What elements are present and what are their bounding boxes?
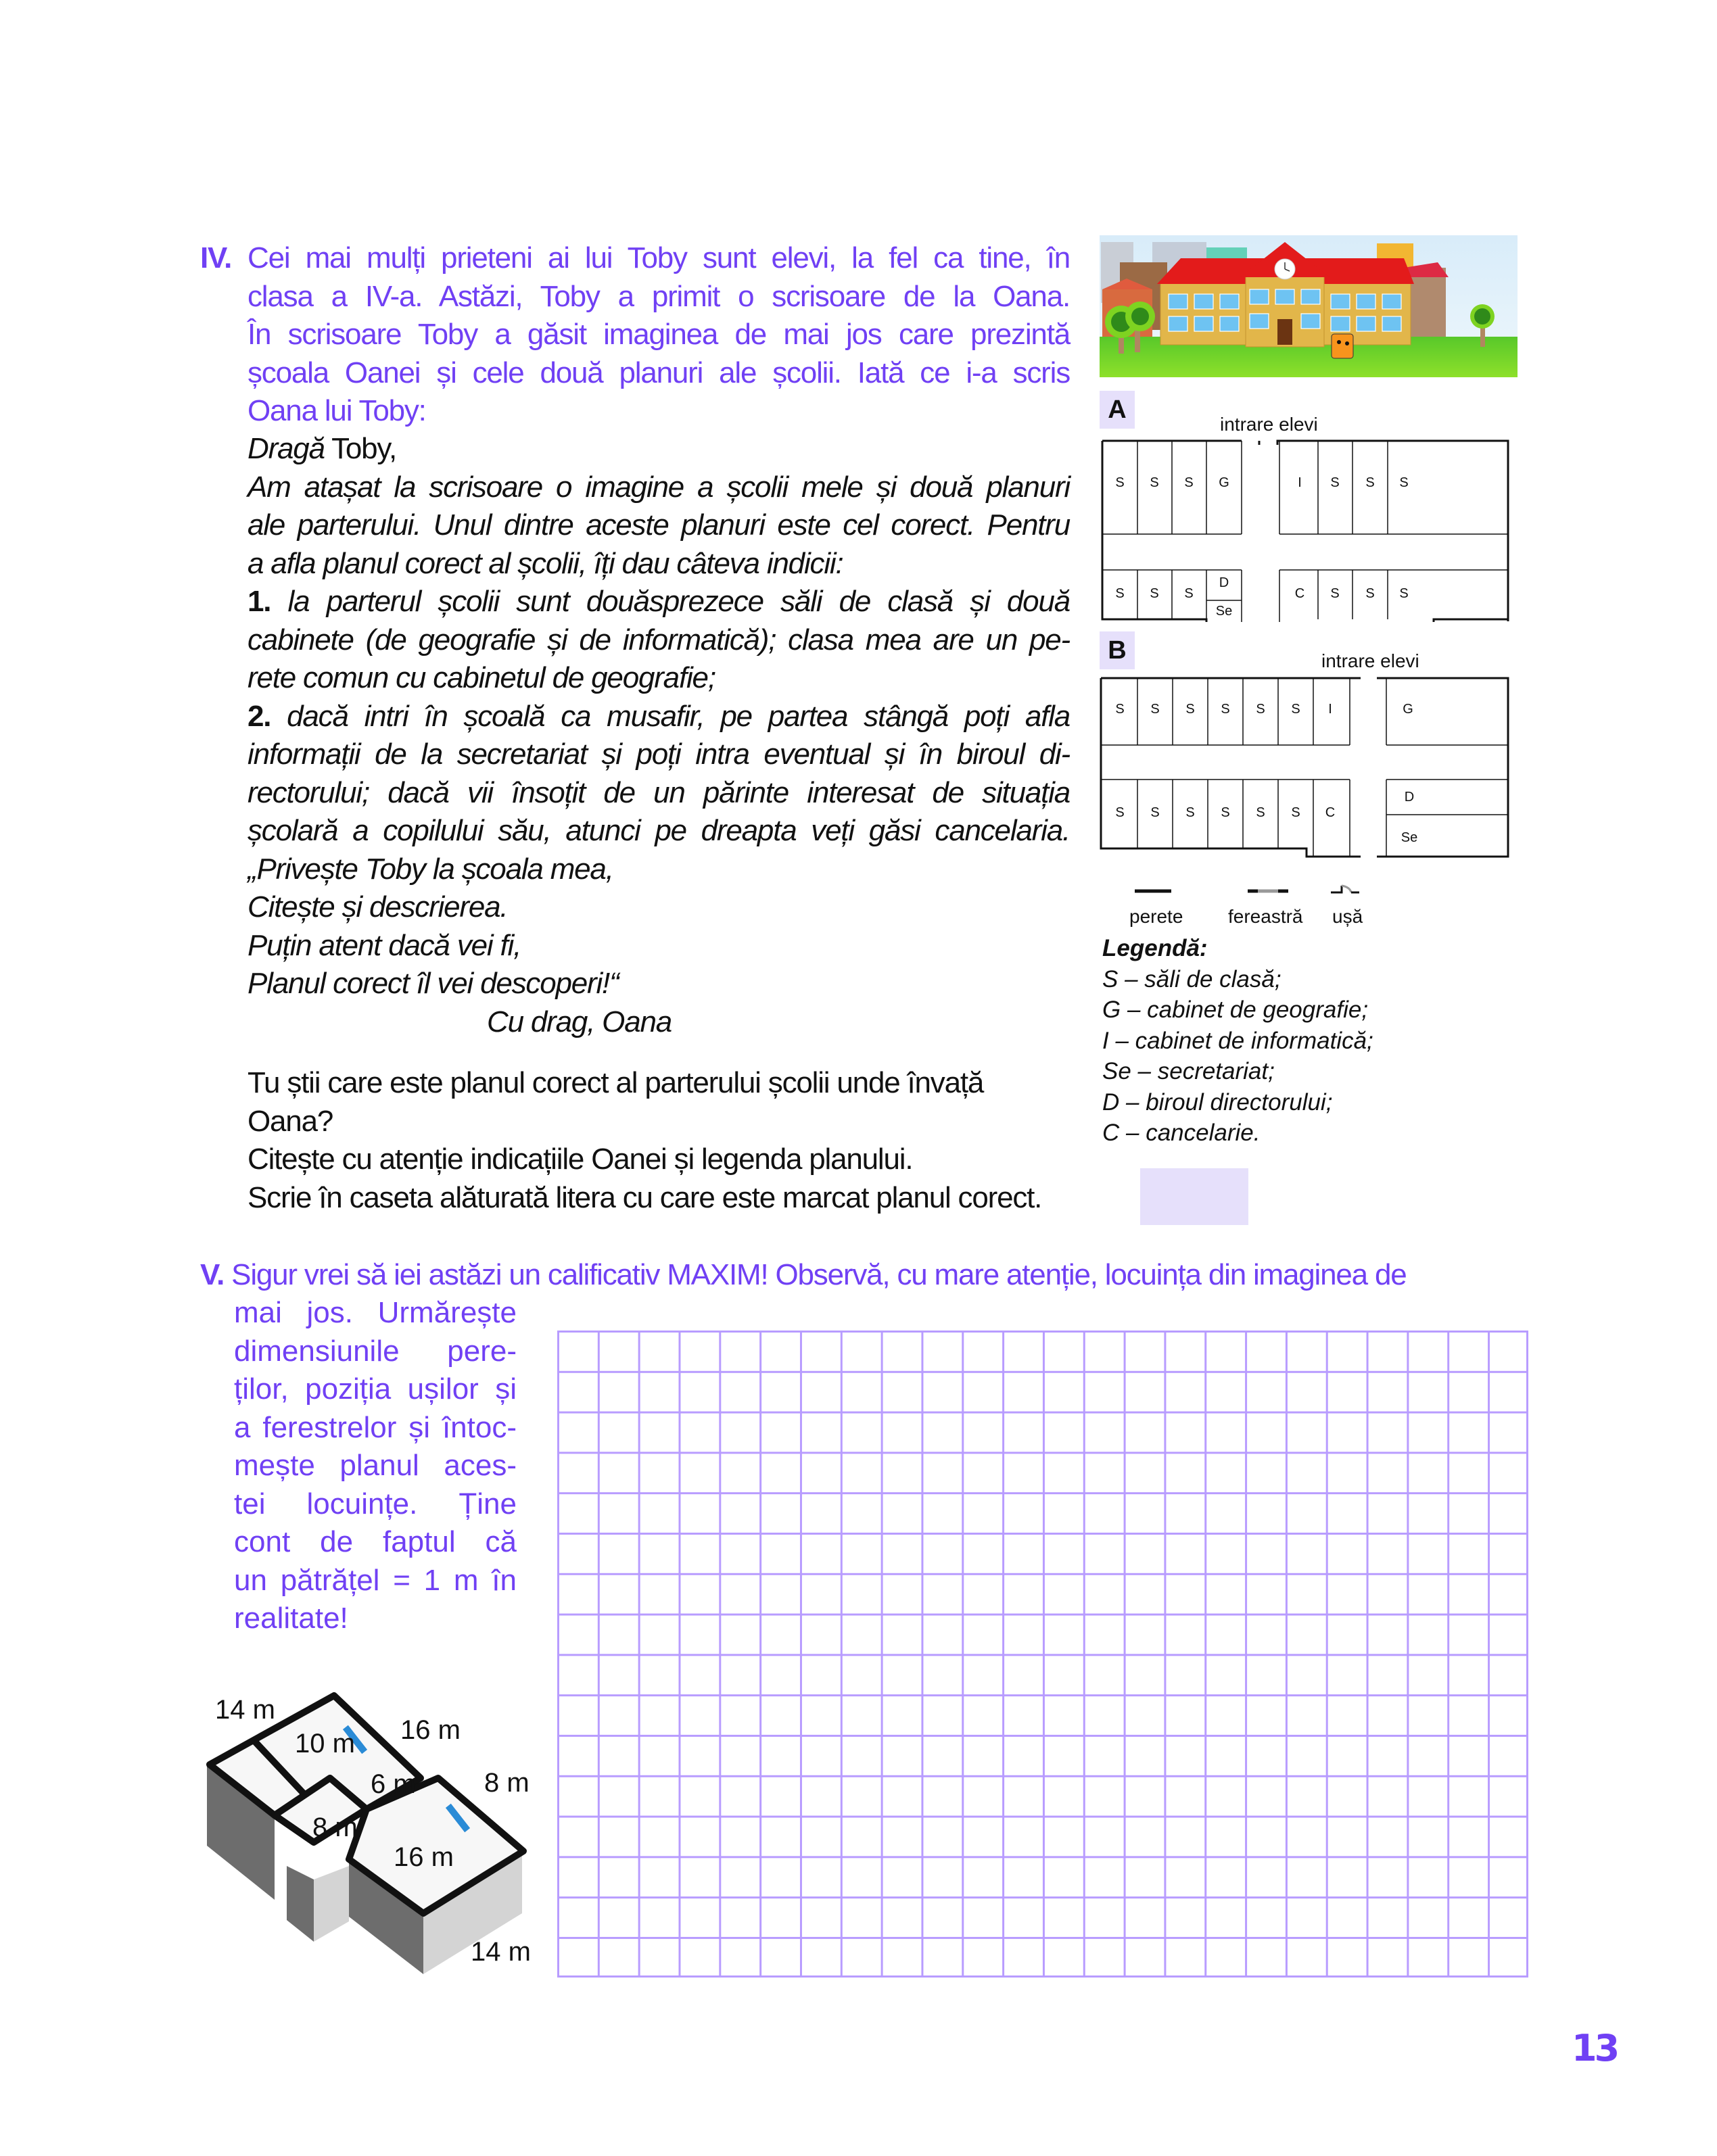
exercise-number-v: V. [200,1258,225,1291]
floor-plan-b [1100,673,1512,862]
legend [1102,933,1373,1149]
instruction-line: dimensiunile pere- [234,1334,517,1368]
letter-line: informații de la secretariat și poți intra eventual și în biroul di- [248,738,1070,771]
instruction-line: a ferestrelor și întoc- [234,1410,517,1444]
window-symbol-label: fereastră [1228,906,1303,927]
exercise-number-iv: IV. [200,241,232,274]
room-label: G [1219,475,1229,490]
question-line: Tu știi care este planul corect al parterului școlii unde învață [248,1066,984,1099]
letter-greeting [248,430,1070,469]
dimension-label: 16 m [400,1715,461,1745]
exercise-iv-question [248,1064,1127,1217]
room-label: S [1150,586,1159,601]
poem-line: Citește și descrierea. [248,890,508,924]
letter-line: Am atașat la scrisoare o imagine a școlii mele și două planuri [248,470,1070,504]
poem-line: Puțin atent dacă vei fi, [248,928,521,962]
exercise-v-header [200,1256,1526,1295]
room-label: S [1256,805,1265,820]
dimension-label: 8 m [484,1768,530,1798]
plan-a-tag: A [1100,391,1135,429]
dimension-label: 16 m [394,1842,454,1872]
house-illustration [200,1677,565,1974]
greeting-word: Dragă [248,432,325,465]
room-label: S [1115,702,1125,717]
school-illustration [1100,235,1518,377]
plan-b-tag: B [1100,631,1135,669]
page-number: 13 [1572,2027,1618,2069]
instruction-line: cont de faptul că [234,1525,517,1558]
clue-1 [248,583,1070,621]
room-label: Se [1401,830,1418,845]
exercise-iv-intro [248,239,1070,431]
dimension-label: 14 m [215,1695,275,1725]
room-label: S [1221,702,1230,717]
intro-line: În scrisoare Toby a găsit imaginea de mai jos care prezintă [248,318,1070,351]
room-label: S [1365,586,1375,601]
question-line: Citește cu atenție indicațiile Oanei și legenda planului. [248,1143,913,1176]
question-line: Scrie în caseta alăturată litera cu care este marcat planul corect. [248,1180,1042,1214]
instruction-line: realitate! [234,1602,348,1635]
plan-a-entrance-label: intrare elevi [1220,414,1318,435]
room-label: S [1150,475,1159,490]
dimension-label: 10 m [295,1729,355,1758]
poem-line: Planul corect îl vei descoperi!“ [248,967,619,1000]
poem-line: „Privește Toby la școala mea, [248,852,613,886]
room-label: S [1184,586,1194,601]
room-label: S [1185,702,1195,717]
room-label: S [1115,475,1125,490]
clue-number: 1. [248,585,271,618]
instruction-line: mește planul aces- [234,1449,517,1482]
plan-b-entrance-label: intrare elevi [1321,650,1419,671]
room-label: S [1330,475,1340,490]
room-label: D [1219,575,1229,590]
plan-symbols-key [1129,883,1413,930]
floor-plan-a [1100,433,1512,622]
letter-signature: Cu drag, Oana [487,1005,672,1038]
wall-symbol-label: perete [1129,906,1183,927]
room-label: S [1365,475,1375,490]
room-label: S [1330,586,1340,601]
school-sign-icon [1332,334,1353,358]
legend-item: I – cabinet de informatică; [1102,1027,1373,1054]
door-symbol-icon [1331,886,1359,892]
letter-line: a afla planul corect al școlii, îți dau câteva indicii: [248,546,843,580]
room-label: Se [1215,604,1233,619]
legend-item: Se – secretariat; [1102,1058,1275,1084]
dimension-label: 14 m [471,1937,531,1967]
room-label: S [1150,805,1160,820]
room-label: S [1150,702,1160,717]
intro-line: școala Oanei și cele două planuri ale școlii. Iată ce i-a scris [248,356,1070,389]
question-line: Oana? [248,1104,333,1138]
letter-line: rete comun cu cabinetul de geografie; [248,661,715,694]
room-label: S [1399,475,1409,490]
room-label: S [1399,586,1409,601]
clue-number: 2. [248,699,271,733]
legend-title: Legendă: [1102,935,1208,961]
room-label: S [1185,805,1195,820]
intro-line: Cei mai mulți prieteni ai lui Toby sunt elevi, la fel ca tine, în [248,241,1070,274]
dimension-label: 6 m [371,1769,416,1799]
intro-line: clasa a IV-a. Astăzi, Toby a primit o scrisoare de la Oana. [248,279,1070,313]
clue-text: la parterul școlii sunt douăsprezece săli de clasă și două [271,585,1070,618]
legend-item: D – biroul directorului; [1102,1088,1333,1116]
legend-item: S – săli de clasă; [1102,965,1281,992]
greeting-name: Toby, [324,432,396,465]
room-label: C [1325,805,1336,820]
room-label: S [1291,805,1300,820]
exercise-v-instructions [234,1294,517,1638]
legend-item: G – cabinet de geografie; [1102,997,1369,1023]
instruction-line: mai jos. Urmărește [234,1296,517,1329]
room-label: I [1328,702,1332,717]
drawing-grid[interactable] [557,1331,1528,1978]
house-3d-icon [200,1677,565,1974]
room-label: I [1298,475,1302,490]
exercise-v-prompt: Sigur vrei să iei astăzi un calificativ MAXIM! Observă, cu mare atenție, locuința din imaginea de [231,1258,1407,1291]
dimension-label: 8 m [312,1813,358,1842]
room-label: S [1184,475,1194,490]
room-label: G [1403,702,1413,717]
instruction-line: ților, poziția ușilor și [234,1372,517,1406]
instruction-line: un pătrățel = 1 m în [234,1563,517,1597]
instruction-line: tei locuințe. Ține [234,1487,517,1520]
letter-line: rectorului; dacă vii însoțit de un părinte interesat de situația [248,775,1070,809]
room-label: S [1115,805,1125,820]
clue-2 [248,698,1070,736]
intro-line: Oana lui Toby: [248,394,426,427]
clue-text: dacă intri în școală ca musafir, pe partea stângă poți afla [271,699,1070,733]
answer-box[interactable] [1140,1168,1248,1225]
room-label: S [1115,586,1125,601]
letter-line: școlară a copilului său, atunci pe dreapta veți găsi cancelaria. [248,814,1070,847]
room-label: S [1221,805,1230,820]
letter-line: ale parterului. Unul dintre aceste planuri este cel corect. Pentru [248,508,1070,542]
door-symbol-label: ușă [1332,906,1363,927]
letter-from-oana [248,430,1070,1041]
room-label: C [1294,586,1305,601]
legend-item: C – cancelarie. [1102,1120,1261,1146]
letter-line: cabinete (de geografie și de informatică); clasa mea are un pe- [248,623,1070,656]
room-label: D [1404,790,1415,805]
room-label: S [1291,702,1300,717]
school-building-icon [1100,235,1518,377]
room-label: S [1256,702,1265,717]
